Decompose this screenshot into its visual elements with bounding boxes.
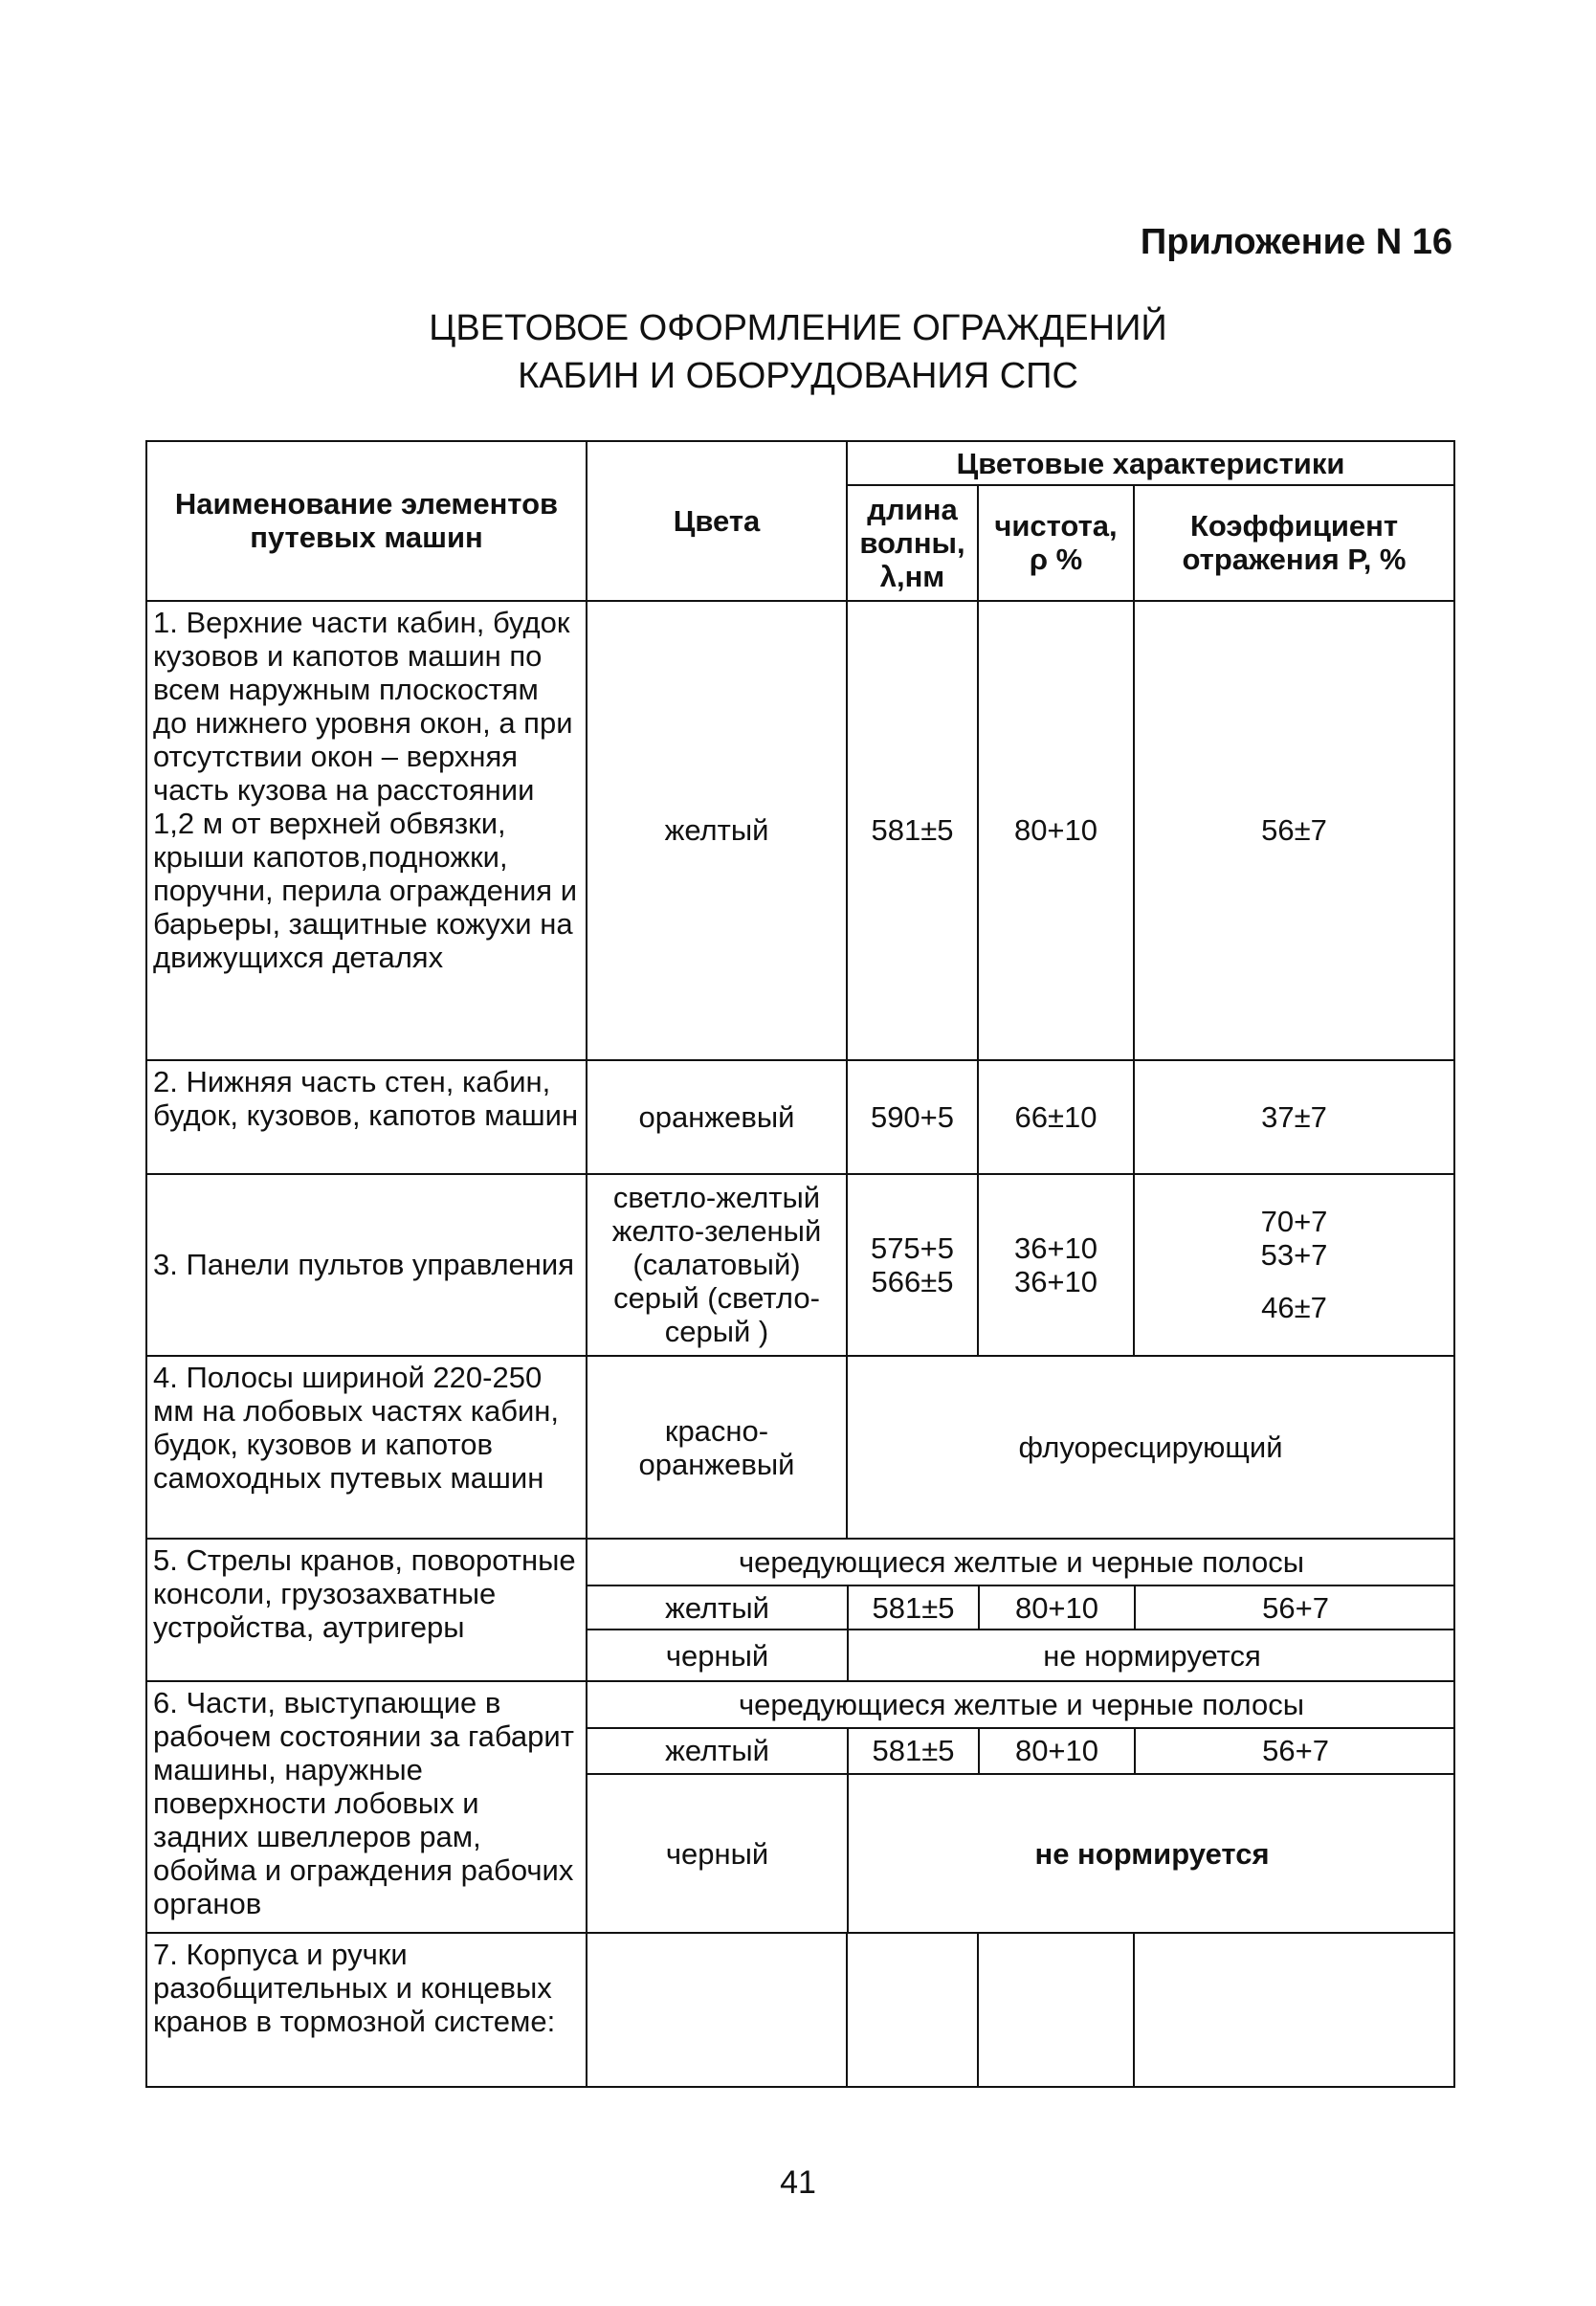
table-row-2 bbox=[146, 1060, 1454, 1174]
row-name: 5. Стрелы кранов, поворотные консоли, грузозахватные устройства, аутригеры bbox=[146, 1539, 587, 1681]
row-name: 1. Верхние части кабин, будок кузовов и капотов машин по всем наружным плоскостям до нижнего уровня окон, а при отсутствии окон – верхняя часть кузова на расстоянии 1,2 м от верхней обвязки, крыши капотов,подножки, поручни, перила ограждения и барьеры, защитные кожухи на движущихся деталях bbox=[146, 601, 587, 1060]
title-line-1: ЦВЕТОВОЕ ОФОРМЛЕНИЕ ОГРАЖДЕНИЙ bbox=[429, 308, 1167, 348]
black-row bbox=[587, 1630, 1455, 1680]
yellow-row bbox=[587, 1728, 1455, 1774]
yellow-reflection: 56+7 bbox=[1135, 1585, 1455, 1630]
row-reflection bbox=[1134, 1174, 1454, 1357]
row-color: желтый bbox=[587, 601, 847, 1060]
stripe-row bbox=[587, 1682, 1455, 1728]
row-name: 3. Панели пультов управления bbox=[146, 1174, 587, 1357]
row-color bbox=[587, 1933, 847, 2087]
yellow-label: желтый bbox=[587, 1585, 848, 1630]
wavelength-value: 566±5 bbox=[871, 1264, 954, 1298]
header-purity: чистота, ρ % bbox=[978, 485, 1134, 601]
stripe-label: чередующиеся желтые и черные полосы bbox=[587, 1682, 1455, 1728]
color-option: серый ) bbox=[664, 1315, 769, 1349]
black-row bbox=[587, 1774, 1455, 1932]
row-reflection bbox=[1134, 1933, 1454, 2087]
header-colors: Цвета bbox=[587, 441, 847, 601]
black-label: черный bbox=[587, 1630, 848, 1680]
color-option: (салатовый) bbox=[632, 1248, 801, 1282]
table-row-1 bbox=[146, 601, 1454, 1060]
row-purity bbox=[978, 1174, 1134, 1357]
row-purity: 80+10 bbox=[978, 601, 1134, 1060]
row-wavelength: 590+5 bbox=[847, 1060, 978, 1174]
stripe-subtable bbox=[587, 1682, 1455, 1932]
row-color: красно-оранжевый bbox=[587, 1356, 847, 1539]
header-reflection: Коэффициент отражения Р, % bbox=[1134, 485, 1454, 601]
row-reflection: 37±7 bbox=[1134, 1060, 1454, 1174]
black-note: не нормируется bbox=[1034, 1836, 1270, 1871]
header-name: Наименование элементов путевых машин bbox=[146, 441, 587, 601]
color-option: серый (светло- bbox=[613, 1281, 820, 1316]
row-name: 2. Нижняя часть стен, кабин, будок, кузовов, капотов машин bbox=[146, 1060, 587, 1174]
row-purity bbox=[978, 1933, 1134, 2087]
header-wavelength: длина волны, λ,нм bbox=[847, 485, 978, 601]
row-wavelength bbox=[847, 1933, 978, 2087]
yellow-purity: 80+10 bbox=[979, 1728, 1135, 1774]
yellow-reflection: 56+7 bbox=[1135, 1728, 1455, 1774]
page-number: 41 bbox=[780, 2164, 816, 2201]
table-row-6 bbox=[146, 1681, 1454, 1933]
color-option: желто-зеленый bbox=[611, 1214, 822, 1249]
purity-value: 36+10 bbox=[1013, 1231, 1098, 1265]
reflection-value: 70+7 bbox=[1260, 1205, 1328, 1239]
appendix-label: Приложение N 16 bbox=[1140, 222, 1452, 262]
header-row-1 bbox=[146, 441, 1454, 485]
row-name: 6. Части, выступающие в рабочем состоянии за габарит машины, наружные поверхности лобовых и задних швеллеров рам, обойма и ограждения рабочих органов bbox=[146, 1681, 587, 1933]
row-wavelength: 581±5 bbox=[847, 601, 978, 1060]
row-subtable bbox=[587, 1539, 1454, 1681]
yellow-label: желтый bbox=[587, 1728, 848, 1774]
yellow-wavelength: 581±5 bbox=[848, 1585, 979, 1630]
stripe-subtable bbox=[587, 1540, 1455, 1680]
stripe-row bbox=[587, 1540, 1455, 1585]
row-wavelength bbox=[847, 1174, 978, 1357]
row-name: 4. Полосы шириной 220-250 мм на лобовых частях кабин, будок, кузовов и капотов самоходных путевых машин bbox=[146, 1356, 587, 1539]
table-row-7 bbox=[146, 1933, 1454, 2087]
row-color: оранжевый bbox=[587, 1060, 847, 1174]
row-note: флуоресцирующий bbox=[847, 1356, 1454, 1539]
reflection-value: 46±7 bbox=[1261, 1291, 1327, 1325]
row-purity: 66±10 bbox=[978, 1060, 1134, 1174]
row-reflection: 56±7 bbox=[1134, 601, 1454, 1060]
document-title bbox=[0, 304, 1596, 400]
reflection-value: 53+7 bbox=[1260, 1238, 1328, 1273]
table-row-3 bbox=[146, 1174, 1454, 1357]
row-subtable bbox=[587, 1681, 1454, 1933]
color-spec-table bbox=[145, 440, 1455, 2088]
black-label: черный bbox=[587, 1774, 848, 1932]
yellow-purity: 80+10 bbox=[979, 1585, 1135, 1630]
purity-value: 36+10 bbox=[1013, 1264, 1098, 1298]
wavelength-value: 575+5 bbox=[870, 1231, 955, 1265]
table-row-5 bbox=[146, 1539, 1454, 1681]
yellow-wavelength: 581±5 bbox=[848, 1728, 979, 1774]
row-name: 7. Корпуса и ручки разобщительных и концевых кранов в тормозной системе: bbox=[146, 1933, 587, 2087]
color-option: светло-желтый bbox=[612, 1181, 821, 1215]
yellow-row bbox=[587, 1585, 1455, 1630]
title-line-2: КАБИН И ОБОРУДОВАНИЯ СПС bbox=[518, 356, 1078, 396]
row-colors bbox=[587, 1174, 847, 1357]
table-row-4 bbox=[146, 1356, 1454, 1539]
stripe-label: чередующиеся желтые и черные полосы bbox=[587, 1540, 1455, 1585]
header-group: Цветовые характеристики bbox=[847, 441, 1454, 485]
black-note: не нормируется bbox=[1043, 1638, 1261, 1673]
